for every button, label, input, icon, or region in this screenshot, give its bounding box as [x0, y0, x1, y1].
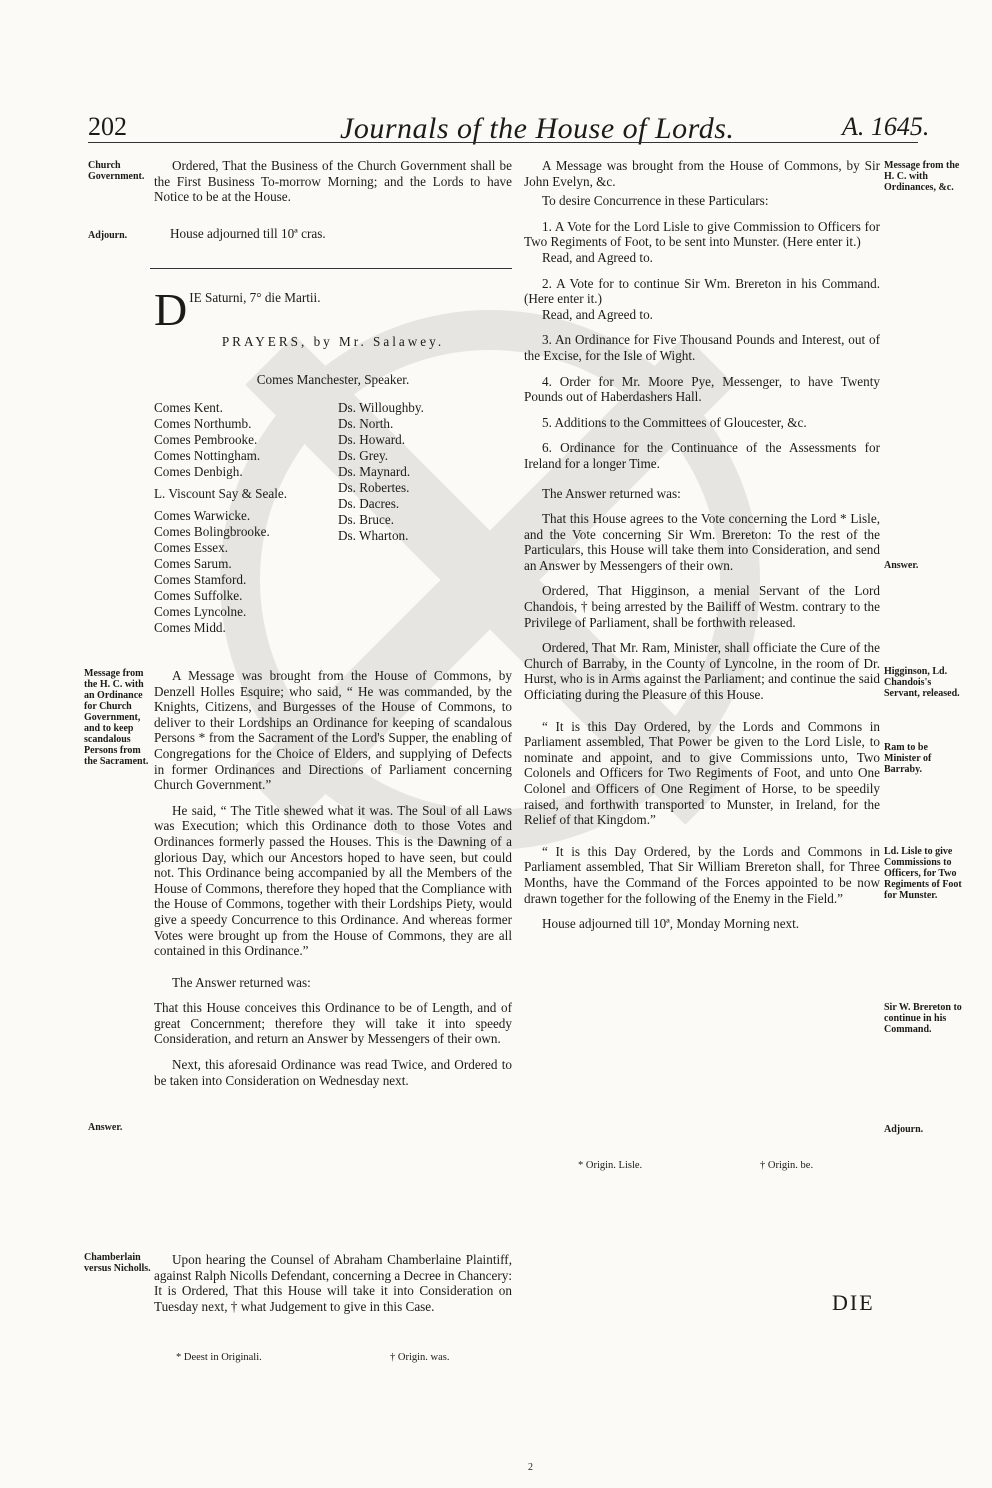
attendee: Comes Essex.	[154, 540, 228, 555]
catchword: DIE	[832, 1290, 875, 1315]
section-rule	[150, 268, 512, 269]
item-2: 2. A Vote for to continue Sir Wm. Brereton in his Command. (Here enter it.)	[524, 275, 880, 307]
right-column-body	[524, 158, 880, 942]
margin-note-higginson: Higginson, Ld. Chandois's Servant, released.	[884, 666, 960, 699]
answer-heading: The Answer returned was:	[172, 974, 311, 990]
margin-note-answer: Answer.	[88, 1122, 123, 1133]
left-column-body	[154, 668, 512, 1098]
attendee: Ds. Willoughby.	[338, 400, 424, 415]
paragraph-brereton: “ It is this Day Ordered, by the Lords and Commons in Parliament assembled, That Sir William Brereton shall, for Three Months, have the Command of the Forces appointed to be now drawn together for the following of the Enemy in the Field.”	[524, 843, 880, 906]
margin-note-chamberlain: Chamberlain versus Nicholls.	[84, 1252, 151, 1274]
footnote-left-1: * Deest in Originali.	[176, 1352, 262, 1363]
paragraph-higginson: Ordered, That Higginson, a menial Servant of the Lord Chandois, † being arrested by the Bailiff of Westm. contrary to the Privilege of Parliament, shall be forthwith released.	[524, 583, 880, 630]
dropcap-d: D	[154, 284, 188, 335]
footnote-left-2: † Origin. was.	[390, 1352, 450, 1363]
attendee: Ds. Maynard.	[338, 464, 411, 479]
journal-year: A. 1645.	[842, 112, 930, 141]
bottom-mark: 2	[528, 1462, 533, 1473]
adjourn-line-right: House adjourned till 10ª, Monday Morning next.	[542, 916, 800, 932]
attendee: Comes Stamford.	[154, 572, 247, 587]
item-6: 6. Ordinance for the Continuance of the Assessments for Ireland for a longer Time.	[524, 440, 880, 471]
margin-note-brereton: Sir W. Brereton to continue in his Command.	[884, 1002, 962, 1035]
attendee: Ds. Howard.	[338, 432, 406, 447]
attendee: Comes Pembrooke.	[154, 432, 258, 447]
margin-note-adjourn-right: Adjourn.	[884, 1124, 924, 1135]
margin-note-ram: Ram to be Minister of Barraby.	[884, 742, 932, 775]
margin-note-message-evelyn: Message from the H. C. with Ordinances, &c.	[884, 160, 960, 193]
die-date-line: IE Saturni, 7° die Martii.	[189, 290, 321, 305]
die-heading	[154, 284, 512, 335]
attendee: Comes Lyncolne.	[154, 604, 247, 619]
attendee: Ds. Wharton.	[338, 528, 409, 543]
attendee: Comes Midd.	[154, 620, 226, 635]
prayers-line: PRAYERS, by Mr. Salawey.	[221, 334, 445, 349]
paragraph-answer: That this House conceives this Ordinance to be of Length, and of great Concernment; therefore they will take it into speedy Consideration, and return an Answer by Messengers of their own.	[154, 1000, 512, 1047]
journal-title: Journals of the House of Lords.	[340, 112, 735, 145]
item-1: 1. A Vote for the Lord Lisle to give Commission to Officers for Two Regiments of Foot, to be sent into Munster. (Here enter it.)	[524, 218, 880, 250]
page-number: 202	[88, 112, 127, 141]
footnote-right-2: † Origin. be.	[760, 1160, 814, 1171]
header-rule	[88, 142, 918, 143]
paragraph-next: Next, this aforesaid Ordinance was read Twice, and Ordered to be taken into Consideration on Wednesday next.	[154, 1057, 512, 1088]
margin-note-answer-right: Answer.	[884, 560, 919, 571]
attendance-list-right	[338, 400, 508, 544]
adjourn-line: House adjourned till 10ª cras.	[170, 226, 326, 241]
desire-line: To desire Concurrence in these Particulars:	[542, 193, 769, 209]
attendance-list-left	[154, 400, 334, 636]
attendee: L. Viscount Say & Seale.	[154, 486, 288, 501]
item-5: 5. Additions to the Committees of Gloucester, &c.	[542, 414, 807, 430]
paragraph-message-commons: A Message was brought from the House of Commons, by Denzell Holles Esquire; who said, “ He was commanded, by the Knights, Citizens, and Burgesses of the House of Commons, to deliver to their Lordships an Ordinance for keeping of scandalous Persons * from the Sacrament of the Lord's Supper, the enabling of Congregations for the Choice of Elders, and supplying of Defects in former Ordinances and Directions of Parliament concerning Church Government.”	[154, 668, 512, 793]
footnote-right-1: * Origin. Lisle.	[578, 1160, 643, 1171]
attendee: Comes Kent.	[154, 400, 223, 415]
margin-note-message-commons: Message from the H. C. with an Ordinance for Church Government, and to keep scandalous Persons from the Sacrament.	[84, 668, 149, 767]
left-column-top	[154, 158, 512, 215]
margin-note-lisle: Ld. Lisle to give Commissions to Officers, for Two Regiments of Foot for Munster.	[884, 846, 962, 901]
paragraph-he-said: He said, “ The Title shewed what it was. The Soul of all Laws was Execution; which this Ordinance doth to those Votes and Ordinances formerly passed the Houses. This is the Dawning of a glorious Day, which our Ancestors hoped to have seen, but could not. This Ordinance being accompanied by all the Members of the House of Commons, therefore they hoped that the Compliance with the House of Commons, together with their Lordships Piety, would give a speedy Concurrence to this Ordinance. And whereas former Votes were brought up from the House of Commons, they are all contained in this Ordinance.”	[154, 802, 512, 959]
attendee: Comes Sarum.	[154, 556, 232, 571]
attendee: Ds. Bruce.	[338, 512, 395, 527]
answer-heading-right: The Answer returned was:	[542, 485, 681, 501]
paragraph-church-government: Ordered, That the Business of the Church Government shall be the First Business To-morrow Morning; and the Lords to have Notice to be at the House.	[154, 158, 512, 205]
attendee: Ds. North.	[338, 416, 394, 431]
attendee: Comes Northumb.	[154, 416, 252, 431]
paragraph-message-evelyn: A Message was brought from the House of Commons, by Sir John Evelyn, &c.	[524, 158, 880, 189]
item-4: 4. Order for Mr. Moore Pye, Messenger, to have Twenty Pounds out of Haberdashers Hall.	[524, 373, 880, 405]
paragraph-ram: Ordered, That Mr. Ram, Minister, shall officiate the Cure of the Church of Barraby, in the County of Lyncolne, in the room of Dr. Hurst, who is in Arms against the Parliament; and continue the said Officiating during the Pleasure of this House.	[524, 640, 880, 703]
attendee: Ds. Grey.	[338, 448, 389, 463]
speaker-line: Comes Manchester, Speaker.	[256, 372, 410, 387]
attendee: Comes Warwicke.	[154, 508, 251, 523]
read-agreed-1: Read, and Agreed to.	[542, 249, 653, 265]
paragraph-answer-right: That this House agrees to the Vote concerning the Lord * Lisle, and the Vote concerning Sir Wm. Brereton: To the rest of the Particulars, this House will take them into Consideration, and send an Answer by Messengers of their own.	[524, 511, 880, 573]
paragraph-chamberlain-wrap	[154, 1252, 512, 1324]
attendee: Comes Bolingbrooke.	[154, 524, 270, 539]
margin-note-church-government: Church Government.	[88, 160, 145, 182]
item-3: 3. An Ordinance for Five Thousand Pounds and Interest, out of the Excise, for the Isle of Wight.	[524, 332, 880, 363]
paragraph-chamberlain: Upon hearing the Counsel of Abraham Chamberlaine Plaintiff, against Ralph Nicolls Defendant, concerning a Decree in Chancery: It is Ordered, That this House will take it into Consideration on Tuesday next, † what Judgement to give in this Case.	[154, 1252, 512, 1314]
attendee: Comes Suffolke.	[154, 588, 243, 603]
attendee: Comes Nottingham.	[154, 448, 261, 463]
read-agreed-2: Read, and Agreed to.	[542, 306, 653, 322]
attendee: Ds. Robertes.	[338, 480, 410, 495]
attendee: Comes Denbigh.	[154, 464, 243, 479]
attendee: Ds. Dacres.	[338, 496, 400, 511]
paragraph-lisle: “ It is this Day Ordered, by the Lords and Commons in Parliament assembled, That Power be given to the Lord Lisle, to nominate and appoint, and to give Commissions unto, Two Colonels and Officers for Two Regiments of Foot, and unto One Colonel and Officers of One Regiment of Horse, to be speedily raised, and forthwith transported to Munster, in Ireland, for the Relief of that Kingdom.”	[524, 718, 880, 828]
margin-note-adjourn: Adjourn.	[88, 230, 128, 241]
